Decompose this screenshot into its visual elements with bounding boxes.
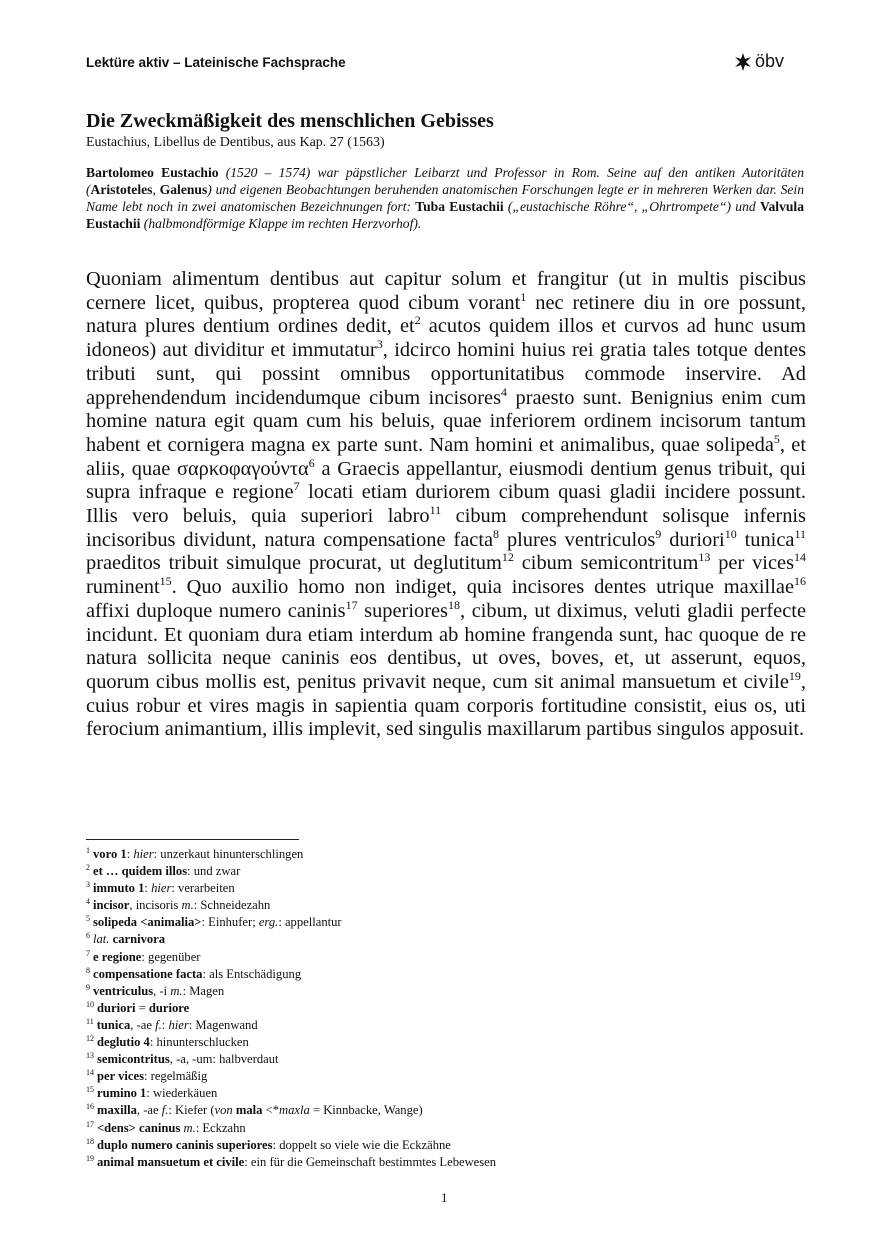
- footnote-text: duriore: [148, 1000, 190, 1015]
- footnote-text: incisor: [93, 898, 130, 913]
- footnote-item: [86, 949, 496, 966]
- text-segment: acutos quidem illos et curvos ad hunc usum idoneos) aut dividitur et immutatur: [86, 315, 806, 362]
- footnote-text: et … quidem illos: [93, 864, 188, 879]
- footnote-number: 7: [86, 948, 90, 958]
- footnote-text: lat.: [93, 932, 110, 947]
- footnote-ref: 8: [493, 526, 500, 541]
- footnote-text: : als Entschädigung: [202, 966, 302, 981]
- source-citation: Eustachius, Libellus de Dentibus, aus Kap. 27 (1563): [86, 135, 385, 150]
- footnote-text: f.: [155, 1017, 162, 1032]
- footnote-number: 14: [86, 1068, 94, 1078]
- footnote-text: maxilla: [97, 1103, 137, 1118]
- footnote-text: hier: [151, 881, 172, 896]
- footnote-text: : unzerkaut hinunterschlingen: [153, 847, 304, 861]
- footnote-ref: 11: [429, 503, 442, 518]
- text-segment: , cuius robur et vires magis in sapientia quam corporis fortitudine consistit, eius os, uti ferocium animantium, illis implevit, sed singulis maxillarum partibus singulos apposuit.: [86, 670, 806, 741]
- text-segment: cibum comprehendunt solisque infernis incisoribus dividunt, natura compensatione facta: [86, 505, 806, 551]
- footnote-text: per vices: [97, 1069, 144, 1084]
- text-segment: cibum semicontritum: [513, 552, 699, 575]
- text-segment: . Quo auxilio homo non indiget, quia incisores dentes utrique maxillae: [171, 576, 794, 599]
- footnote-number: 11: [86, 1016, 94, 1026]
- footnote-number: 4: [86, 897, 90, 907]
- footnote-ref: 19: [788, 668, 801, 683]
- latin-text: [86, 268, 806, 742]
- footnote-text: : Magen: [182, 983, 225, 998]
- footnote-ref: 17: [345, 597, 358, 612]
- footnote-item: [86, 1017, 496, 1034]
- footnote-item: [86, 914, 496, 931]
- footnote-number: 13: [86, 1051, 94, 1061]
- footnote-text: f.: [161, 1103, 169, 1118]
- footnote-item: [86, 983, 496, 1000]
- footnote-ref: 13: [698, 550, 711, 565]
- footnote-ref: 2: [414, 313, 421, 328]
- footnote-divider: [86, 839, 299, 840]
- text-segment: nec retinere diu in ore possunt, natura plures dentium ordines dedit, et: [86, 291, 806, 338]
- footnote-text: : Einhufer;: [201, 915, 259, 930]
- text-segment: affixi duploque numero caninis: [86, 599, 346, 622]
- footnote-ref: 4: [501, 384, 508, 399]
- footnote-item: [86, 1051, 496, 1068]
- text-segment: ruminent: [86, 576, 160, 599]
- footnote-text: animal mansuetum et civile: [97, 1154, 245, 1169]
- text-segment: , et aliis, quae σαρκοφαγούντα: [86, 433, 806, 480]
- text-segment: praesto sunt. Benignius enim cum homine natura egit quam cum his beluis, quae inferiorem ordinem incisorum tantum habent et cornigera magna ex parte sunt. Nam homini et animalibus, quae solipeda: [86, 386, 806, 456]
- footnote-text: : Schneidezahn: [193, 898, 271, 913]
- footnote-text: , -i: [153, 983, 171, 998]
- page-title: Die Zweckmäßigkeit des menschlichen Gebisses: [86, 110, 494, 132]
- footnote-item: [86, 1085, 496, 1102]
- footnote-ref: 7: [293, 479, 300, 494]
- text-segment: superiores: [357, 599, 448, 622]
- footnote-number: 12: [86, 1034, 94, 1044]
- footnote-text: :: [161, 1017, 169, 1032]
- footnote-ref: 12: [501, 550, 514, 565]
- footnote-text: ventriculus: [93, 983, 154, 998]
- footnote-text: : gegenüber: [141, 949, 201, 964]
- footnote-text: duplo numero caninis superiores: [97, 1137, 273, 1152]
- footnote-text: erg.: [258, 915, 279, 930]
- footnote-number: 8: [86, 965, 90, 975]
- footnote-text: : Magenwand: [188, 1017, 258, 1032]
- footnote-ref: 15: [159, 574, 172, 589]
- text-segment: locati etiam duriorem cibum quasi gladii incidere possunt. Illis vero beluis, quia superiori labro: [86, 481, 806, 528]
- footnote-item: [86, 1034, 496, 1051]
- publisher-logo: [733, 51, 784, 72]
- footnote-item: [86, 931, 496, 948]
- footnote-text: : ein für die Gemeinschaft bestimmtes Lebewesen: [244, 1154, 497, 1169]
- footnote-text: deglutio 4: [97, 1035, 150, 1050]
- footnote-item: [86, 1068, 496, 1085]
- footnote-text: hier: [168, 1017, 189, 1032]
- footnote-number: 9: [86, 982, 90, 992]
- text-segment: , cibum, ut diximus, veluti gladii perfecte incidunt. Et quoniam dura etiam interdum ab homine frangenda sunt, hac quoque de re natura sollicita neque caninis eos dentibus, ut oves, boves, et, ut asserunt, equos, quorum cibus mollis est, penitus privavit neque, cum sit animal mansuetum et civile: [86, 599, 807, 693]
- footnote-text: :: [126, 847, 134, 861]
- footnote-number: 19: [86, 1153, 94, 1163]
- footnote-ref: 1: [520, 289, 527, 304]
- footnote-text: , -a, -um: halbverdaut: [169, 1052, 279, 1067]
- footnote-item: [86, 1137, 496, 1154]
- footnote-text: =: [135, 1000, 149, 1015]
- footnote-item: [86, 966, 496, 983]
- footnote-item: [86, 880, 496, 897]
- footnote-ref: 9: [655, 526, 662, 541]
- footnote-number: 1: [86, 846, 90, 855]
- footnote-item: [86, 1154, 496, 1171]
- star-cross-icon: [733, 52, 753, 72]
- footnote-text: : und zwar: [187, 864, 241, 879]
- text-segment: tunica: [736, 528, 795, 551]
- footnote-text: solipeda <animalia>: [93, 915, 202, 930]
- footnote-text: m.: [170, 983, 183, 998]
- footnote-item: [86, 846, 496, 863]
- footnote-text: compensatione facta: [93, 966, 203, 981]
- author-name: Bartolomeo Eustachio: [86, 165, 219, 180]
- footnote-text: : Kiefer (: [168, 1103, 215, 1118]
- footnote-ref: 11: [794, 526, 806, 541]
- footnote-number: 2: [86, 863, 90, 873]
- footnote-ref: 6: [308, 455, 315, 470]
- footnote-item: [86, 863, 496, 880]
- footnote-text: von: [214, 1103, 233, 1118]
- text-segment: a Graecis appellantur, eiusmodi dentium genus tribuit, qui supra infraque e regione: [86, 457, 806, 504]
- footnote-text: <*: [262, 1103, 280, 1118]
- footnote-number: 10: [86, 999, 94, 1009]
- footnote-number: 17: [86, 1119, 94, 1129]
- footnote-item: [86, 1000, 496, 1017]
- footnote-text: voro 1: [93, 847, 127, 861]
- footnote-item: [86, 897, 496, 914]
- footnote-item: [86, 1120, 496, 1137]
- text-segment: duriori: [661, 528, 725, 551]
- footnote-text: , incisoris: [129, 898, 182, 913]
- page-number: 1: [441, 1190, 448, 1205]
- footnote-number: 3: [86, 880, 90, 890]
- text-segment: Quoniam alimentum dentibus aut capitur solum et frangitur (ut in multis piscibus cernere licet, quibus, propterea quod cibum vorant: [86, 268, 806, 314]
- footnote-ref: 3: [376, 337, 383, 352]
- text-segment: praeditos tribuit simulque procurat, ut deglutitum: [86, 552, 502, 575]
- footnote-text: : regelmäßig: [143, 1069, 208, 1084]
- footnote-text: immuto 1: [93, 881, 145, 896]
- footnote-text: semicontritus: [97, 1052, 170, 1067]
- logo-text: öbv: [755, 51, 785, 71]
- footnote-number: 5: [86, 914, 90, 924]
- footnote-ref: 16: [794, 574, 806, 589]
- footnote-text: : hinunterschlucken: [149, 1035, 249, 1050]
- footnote-text: : Eckzahn: [195, 1120, 246, 1135]
- footnote-text: hier: [133, 847, 154, 861]
- footnote-text: m.: [181, 898, 194, 913]
- footnotes: [86, 846, 496, 1171]
- footnote-text: <dens> caninus: [97, 1120, 181, 1135]
- author-intro: Bartolomeo Eustachio (1520 – 1574) war päpstlicher Leibarzt und Professor in Rom. Seine auf den antiken Autoritäten (Aristoteles, Galenus) und eigenen Beobachtungen beruhenden anatomischen Forschungen legte er in mehreren Werken dar. Sein Name lebt noch in zwei anatomischen Bezeichnungen fort: Tuba Eustachii („eustachische Röhre“, „Ohrtrompete“) und Valvula Eustachii (halbmondförmige Klappe im rechten Herzvorhof).: [86, 165, 805, 232]
- footnote-text: : wiederkäuen: [146, 1086, 218, 1101]
- footnote-text: = Kinnbacke, Wange): [309, 1103, 423, 1118]
- footnote-text: carnivora: [112, 932, 166, 947]
- running-header: Lektüre aktiv – Lateinische Fachsprache: [86, 55, 346, 70]
- footnote-text: , -ae: [136, 1103, 162, 1118]
- footnote-text: : appellantur: [278, 915, 342, 930]
- footnote-ref: 10: [724, 526, 737, 541]
- footnote-number: 6: [86, 931, 90, 941]
- footnote-text: m.: [183, 1120, 196, 1135]
- footnote-text: e regione: [93, 949, 142, 964]
- footnote-text: : doppelt so viele wie die Eckzähne: [272, 1137, 451, 1152]
- footnote-text: :: [144, 881, 152, 896]
- footnote-ref: 14: [794, 550, 807, 565]
- footnote-ref: 5: [773, 431, 780, 446]
- footnote-item: [86, 1102, 496, 1119]
- text-segment: per vices: [710, 552, 795, 575]
- footnote-text: , -ae: [130, 1017, 156, 1032]
- footnote-text: maxla: [279, 1103, 310, 1118]
- text-segment: plures ventriculos: [499, 528, 656, 551]
- text-segment: , idcirco homini huius rei gratia tales totque dentes tributi sunt, qui possint omnibus opportunitatibus commode inservire. Ad apprehendendum incidendumque cibum incisores: [86, 339, 806, 409]
- footnote-text: : verarbeiten: [171, 881, 235, 896]
- footnote-ref: 18: [447, 597, 460, 612]
- footnote-text: tunica: [96, 1017, 131, 1032]
- footnote-number: 18: [86, 1136, 94, 1146]
- footnote-number: 16: [86, 1102, 94, 1112]
- footnote-text: mala: [235, 1103, 263, 1118]
- footnote-number: 15: [86, 1085, 94, 1095]
- footnote-text: rumino 1: [97, 1086, 147, 1101]
- footnote-text: duriori: [97, 1000, 136, 1015]
